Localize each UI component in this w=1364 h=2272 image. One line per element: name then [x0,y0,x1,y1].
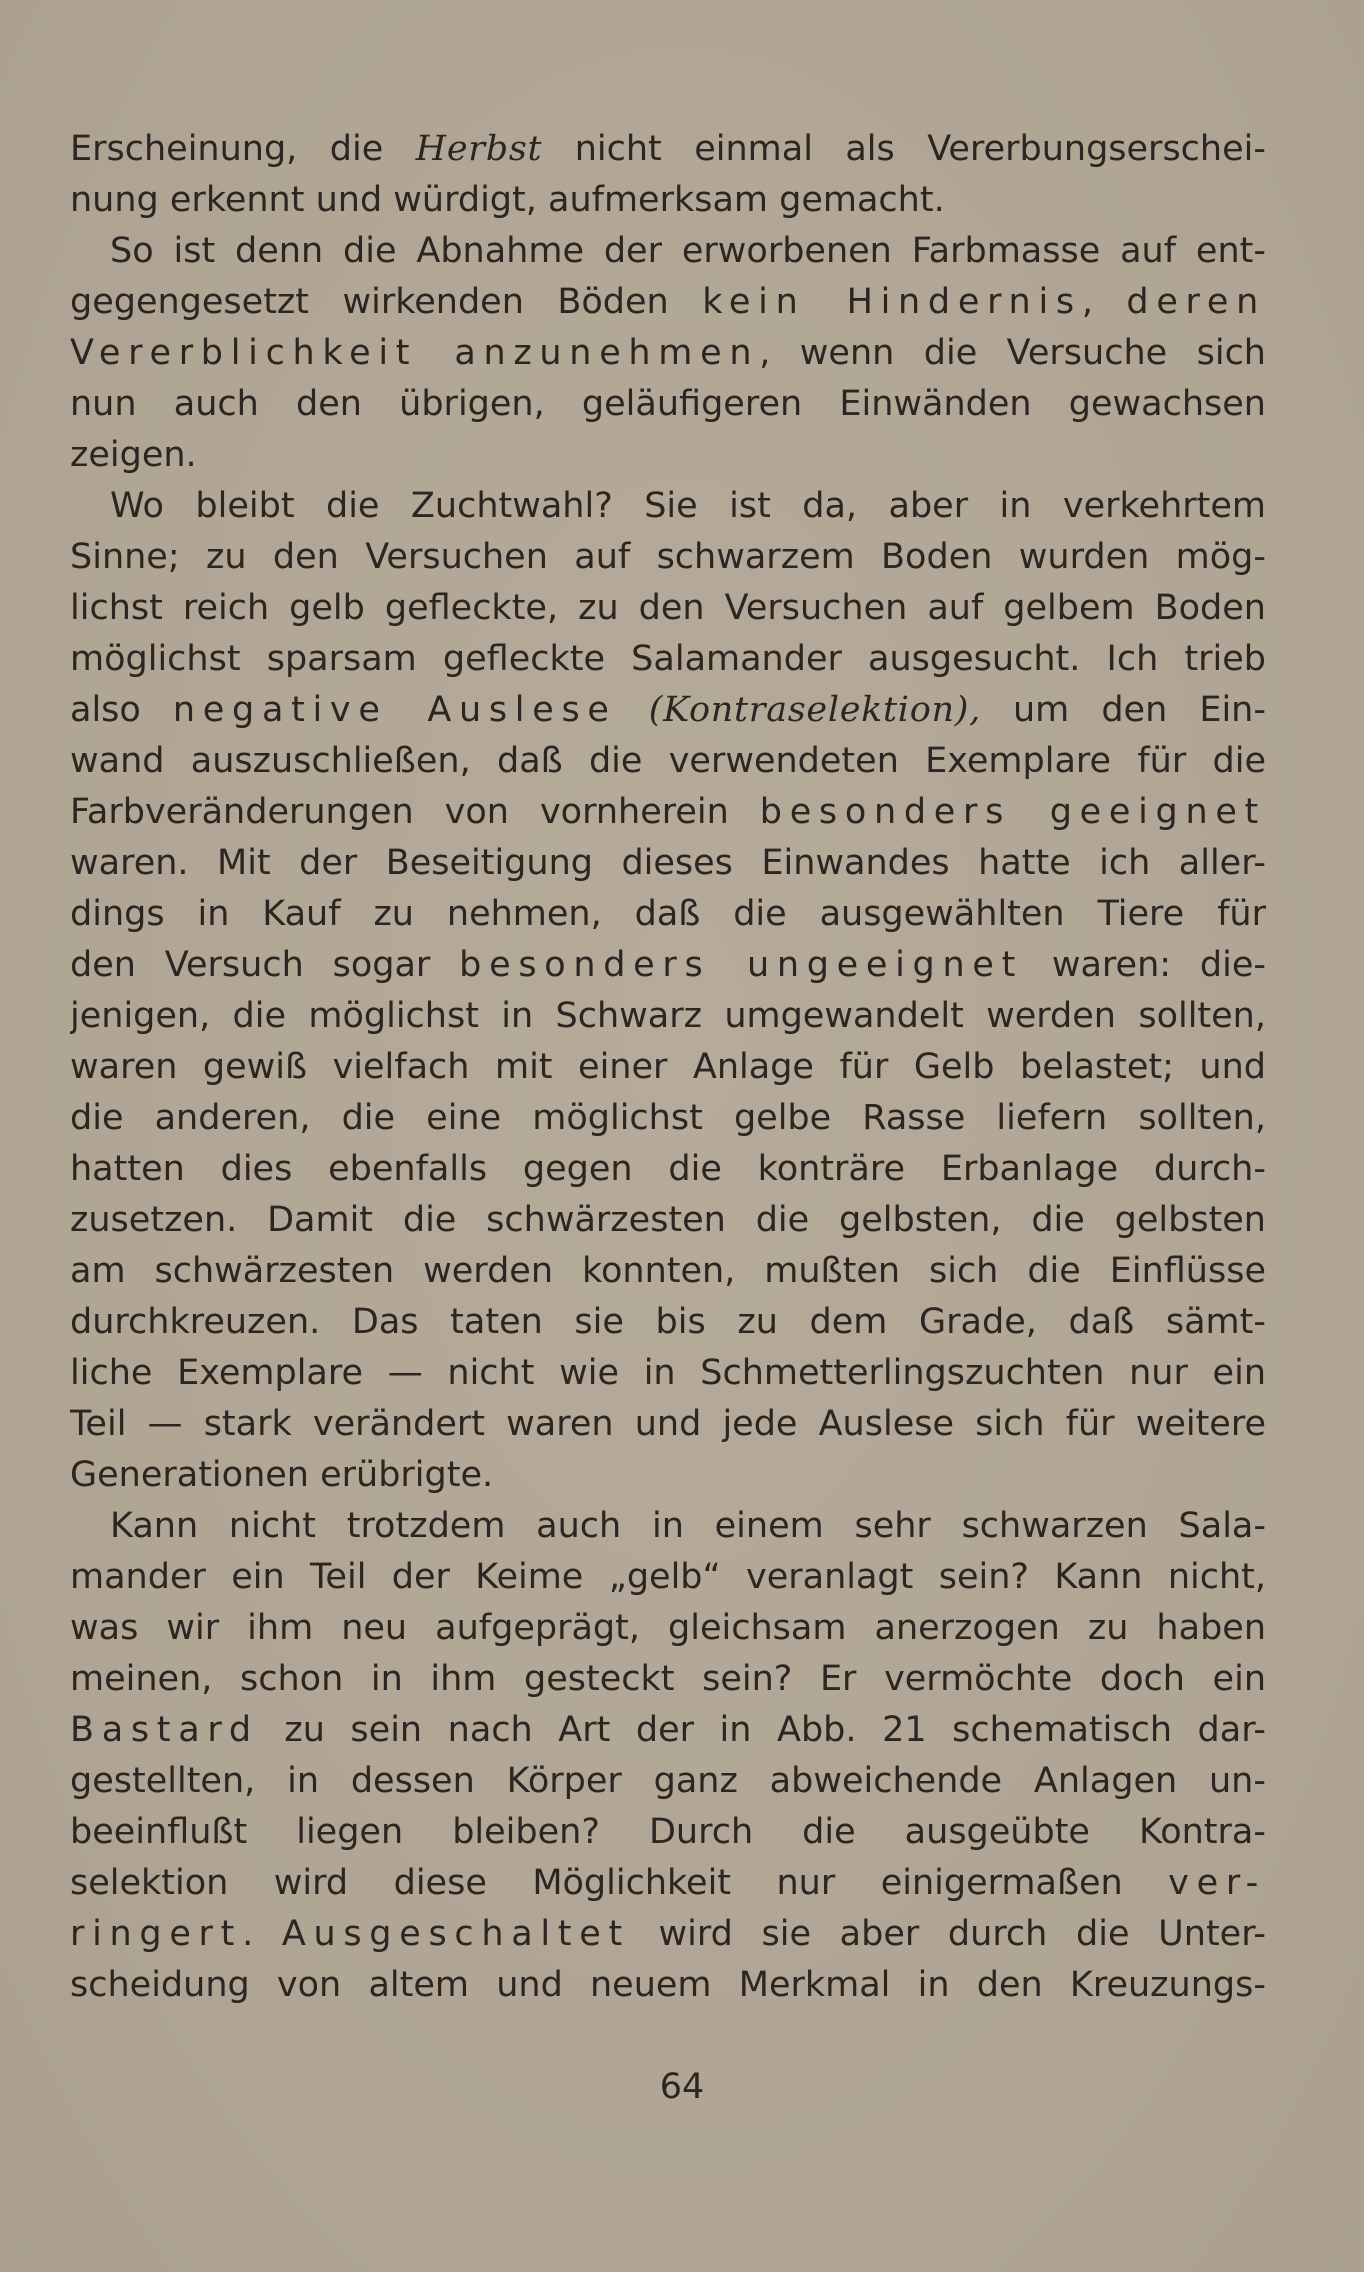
text-line [70,1552,1266,1603]
spaced-emphasis-text: kein Hindernis [702,282,1082,322]
text-segment: , [1081,282,1127,322]
spaced-emphasis-text: Vererblichkeit anzunehmen [70,333,760,373]
spaced-emphasis-text: Ausgeschaltet [281,1914,630,1954]
text-segment: Teil — stark verändert waren und jede Auslese sich für weitere [70,1404,1266,1444]
text-segment: . [242,1914,282,1954]
italic-text: Herbst [415,129,543,169]
text-segment: Wo bleibt die Zuchtwahl? Sie ist da, aber in verkehrtem [110,486,1266,526]
text-line [70,583,1266,634]
text-segment: gestellten, in dessen Körper ganz abweichende Anlagen un- [70,1761,1266,1801]
text-line [70,1399,1266,1450]
text-segment: um den Ein- [980,690,1266,730]
text-segment: den Versuch sogar [70,945,460,985]
text-segment: was wir ihm neu aufgeprägt, gleichsam anerzogen zu haben [70,1608,1266,1648]
text-segment: wand auszuschließen, daß die verwendeten Exemplare für die [70,741,1266,781]
text-segment: zusetzen. Damit die schwärzesten die gelbsten, die gelbsten [70,1200,1266,1240]
text-line [70,787,1266,838]
text-line [70,430,1266,481]
spaced-emphasis-text: Bastard [70,1710,259,1750]
text-line [70,1603,1266,1654]
text-segment: selektion wird diese Möglichkeit nur einigermaßen [70,1863,1169,1903]
text-segment: nun auch den übrigen, geläufigeren Einwänden gewachsen [70,384,1266,424]
text-segment: wird sie aber durch die Unter- [629,1914,1266,1954]
text-segment: waren. Mit der Beseitigung dieses Einwandes hatte ich aller- [70,843,1266,883]
text-line [70,226,1266,277]
text-segment: beeinflußt liegen bleiben? Durch die ausgeübte Kontra- [70,1812,1266,1852]
text-segment: lichst reich gelb gefleckte, zu den Versuchen auf gelbem Boden [70,588,1266,628]
text-line [70,1348,1266,1399]
spaced-emphasis-text: besonders ungeeignet [459,945,1023,985]
text-segment: jenigen, die möglichst in Schwarz umgewandelt werden sollten, [70,996,1266,1036]
text-segment: nicht einmal als Vererbungserschei- [542,129,1266,169]
text-line [70,685,1266,736]
text-segment: zu sein nach Art der in Abb. 21 schematisch dar- [258,1710,1266,1750]
text-segment: zeigen. [70,435,197,475]
text-line [70,277,1266,328]
text-line [70,1858,1266,1909]
text-line [70,1909,1266,1960]
text-line [70,1960,1266,2011]
text-segment: So ist denn die Abnahme der erworbenen Farbmasse auf ent- [110,231,1266,271]
text-segment: Kann nicht trotzdem auch in einem sehr schwarzen Sala- [110,1506,1266,1546]
text-segment: scheidung von altem und neuem Merkmal in den Kreuzungs- [70,1965,1266,2005]
text-line [70,889,1266,940]
body-text [70,124,1266,2011]
text-line [70,328,1266,379]
text-segment: , wenn die Versuche sich [759,333,1266,373]
text-line [70,1042,1266,1093]
text-segment: hatten dies ebenfalls gegen die konträre Erbanlage durch- [70,1149,1266,1189]
text-segment: dings in Kauf zu nehmen, daß die ausgewählten Tiere für [70,894,1266,934]
text-line [70,379,1266,430]
spaced-emphasis-text: negative Auslese [172,690,617,730]
text-line [70,1093,1266,1144]
page-number: 64 [659,2067,705,2107]
text-segment: waren: die- [1023,945,1266,985]
spaced-emphasis-text: ver- [1168,1863,1266,1903]
text-line [70,481,1266,532]
text-segment: Sinne; zu den Versuchen auf schwarzem Boden wurden mög- [70,537,1266,577]
text-segment: Erscheinung, die [70,129,416,169]
text-segment: meinen, schon in ihm gesteckt sein? Er vermöchte doch ein [70,1659,1266,1699]
text-segment: Generationen erübrigte. [70,1455,494,1495]
text-line [70,940,1266,991]
text-line [70,124,1266,175]
text-segment: waren gewiß vielfach mit einer Anlage für Gelb belastet; und [70,1047,1266,1087]
text-segment: gegengesetzt wirkenden Böden [70,282,703,322]
text-segment [617,690,649,730]
text-segment: liche Exemplare — nicht wie in Schmetterlingszuchten nur ein [70,1353,1266,1393]
spaced-emphasis-text: besonders geeignet [759,792,1266,832]
text-line [70,1450,1266,1501]
text-segment: nung erkennt und würdigt, aufmerksam gemacht. [70,180,945,220]
text-line [70,991,1266,1042]
text-segment: mander ein Teil der Keime „gelb“ veranlagt sein? Kann nicht, [70,1557,1266,1597]
text-segment: möglichst sparsam gefleckte Salamander ausgesucht. Ich trieb [70,639,1266,679]
text-line [70,532,1266,583]
text-line [70,634,1266,685]
text-line [70,1246,1266,1297]
spaced-emphasis-text: deren [1126,282,1266,322]
text-line [70,1705,1266,1756]
text-line [70,1297,1266,1348]
text-line [70,1756,1266,1807]
text-line [70,175,1266,226]
text-line [70,1501,1266,1552]
text-line [70,1144,1266,1195]
text-line [70,1654,1266,1705]
text-segment: Farbveränderungen von vornherein [70,792,760,832]
text-line [70,1195,1266,1246]
italic-text: (Kontraselektion), [648,690,981,730]
text-segment: am schwärzesten werden konnten, mußten sich die Einflüsse [70,1251,1266,1291]
text-segment: also [70,690,173,730]
text-line [70,838,1266,889]
text-line [70,1807,1266,1858]
spaced-emphasis-text: ringert [70,1914,243,1954]
text-line [70,736,1266,787]
text-segment: die anderen, die eine möglichst gelbe Rasse liefern sollten, [70,1098,1266,1138]
text-segment: durchkreuzen. Das taten sie bis zu dem Grade, daß sämt- [70,1302,1266,1342]
